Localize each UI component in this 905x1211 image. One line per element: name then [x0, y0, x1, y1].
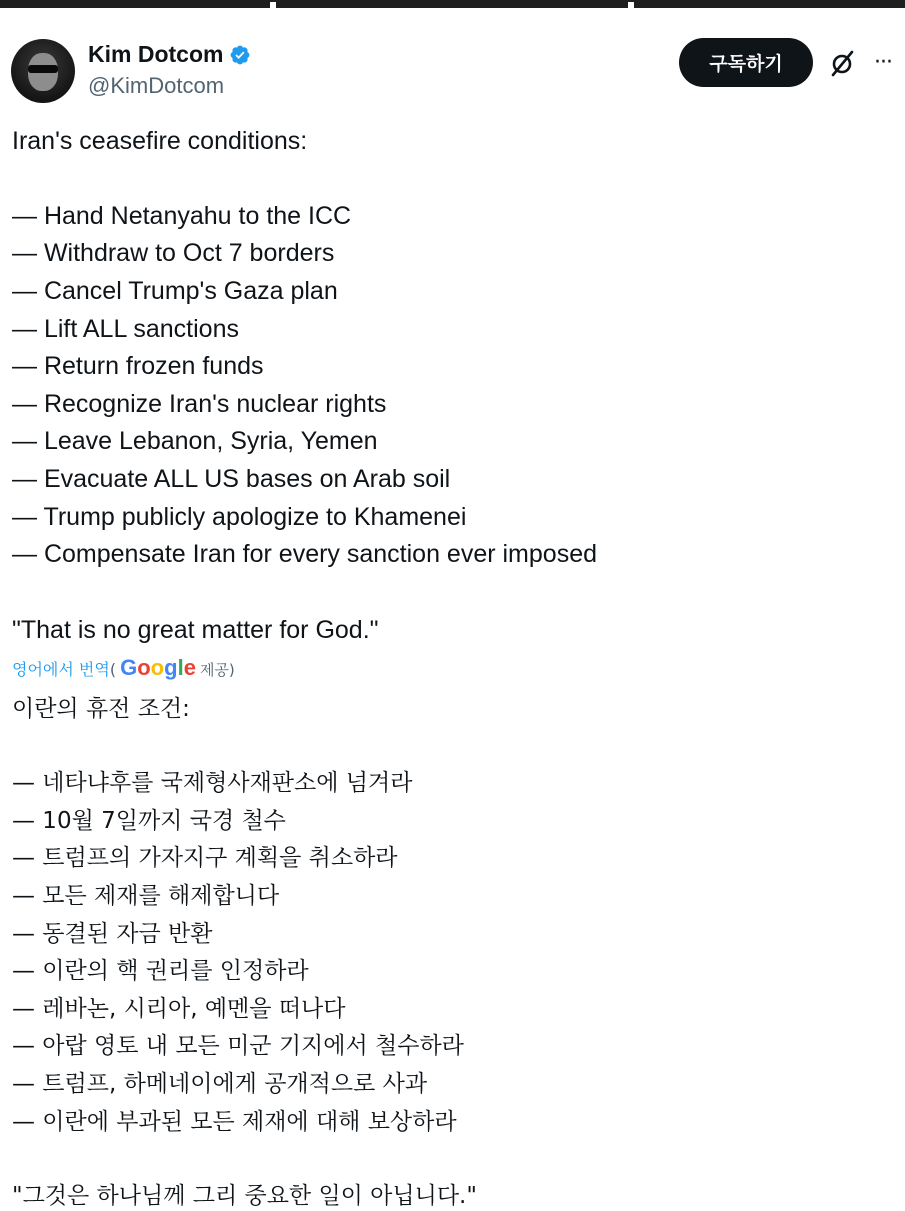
post-title-en: Iran's ceasefire conditions:	[12, 127, 308, 155]
list-item: — 이란에 부과된 모든 제재에 대해 보상하라	[12, 1109, 457, 1135]
grok-icon[interactable]	[826, 46, 860, 80]
list-item: — Leave Lebanon, Syria, Yemen	[12, 427, 378, 455]
top-window-edge	[0, 0, 905, 8]
list-item: — Hand Netanyahu to the ICC	[12, 202, 352, 230]
post-quote-en: "That is no great matter for God."	[12, 616, 379, 644]
list-item: — 동결된 자금 반환	[12, 921, 213, 947]
list-item: — Lift ALL sanctions	[12, 315, 239, 343]
post-title-ko: 이란의 휴전 조건:	[12, 696, 190, 722]
author-display-name[interactable]: Kim Dotcom	[88, 41, 224, 67]
list-item: — 아랍 영토 내 모든 미군 기지에서 철수하라	[12, 1033, 464, 1059]
author-name-row	[88, 41, 251, 68]
translation-attribution	[12, 655, 235, 681]
list-item: — 10월 7일까지 국경 철수	[12, 808, 286, 834]
translate-link[interactable]: 영어에서 번역	[12, 660, 110, 679]
list-item: — Recognize Iran's nuclear rights	[12, 390, 387, 418]
list-item: — 트럼프의 가자지구 계획을 취소하라	[12, 845, 398, 871]
google-logo: Google	[120, 655, 196, 680]
post-quote-ko: "그것은 하나님께 그리 중요한 일이 아닙니다."	[12, 1183, 477, 1209]
list-item: — Trump publicly apologize to Khamenei	[12, 503, 467, 531]
list-item: — Evacuate ALL US bases on Arab soil	[12, 465, 451, 493]
list-item: — Compensate Iran for every sanction ever imposed	[12, 540, 597, 568]
list-item: — 이란의 핵 권리를 인정하라	[12, 958, 309, 984]
avatar[interactable]	[11, 39, 75, 103]
more-icon[interactable]: ···	[874, 49, 892, 75]
list-item: — Cancel Trump's Gaza plan	[12, 277, 338, 305]
list-item: — 레바논, 시리아, 예멘을 떠나다	[12, 996, 346, 1022]
subscribe-button[interactable]: 구독하기	[679, 38, 813, 87]
author-handle[interactable]: @KimDotcom	[88, 73, 225, 98]
list-item: — 네타냐후를 국제형사재판소에 넘겨라	[12, 770, 413, 796]
list-item: — Withdraw to Oct 7 borders	[12, 239, 335, 267]
open-paren: (	[109, 660, 117, 679]
verified-badge-icon	[229, 44, 251, 66]
list-item: — Return frozen funds	[12, 352, 264, 380]
list-item: — 트럼프, 하메네이에게 공개적으로 사과	[12, 1071, 428, 1097]
list-item: — 모든 제재를 해제합니다	[12, 883, 280, 909]
provided-label: 제공)	[199, 661, 235, 679]
